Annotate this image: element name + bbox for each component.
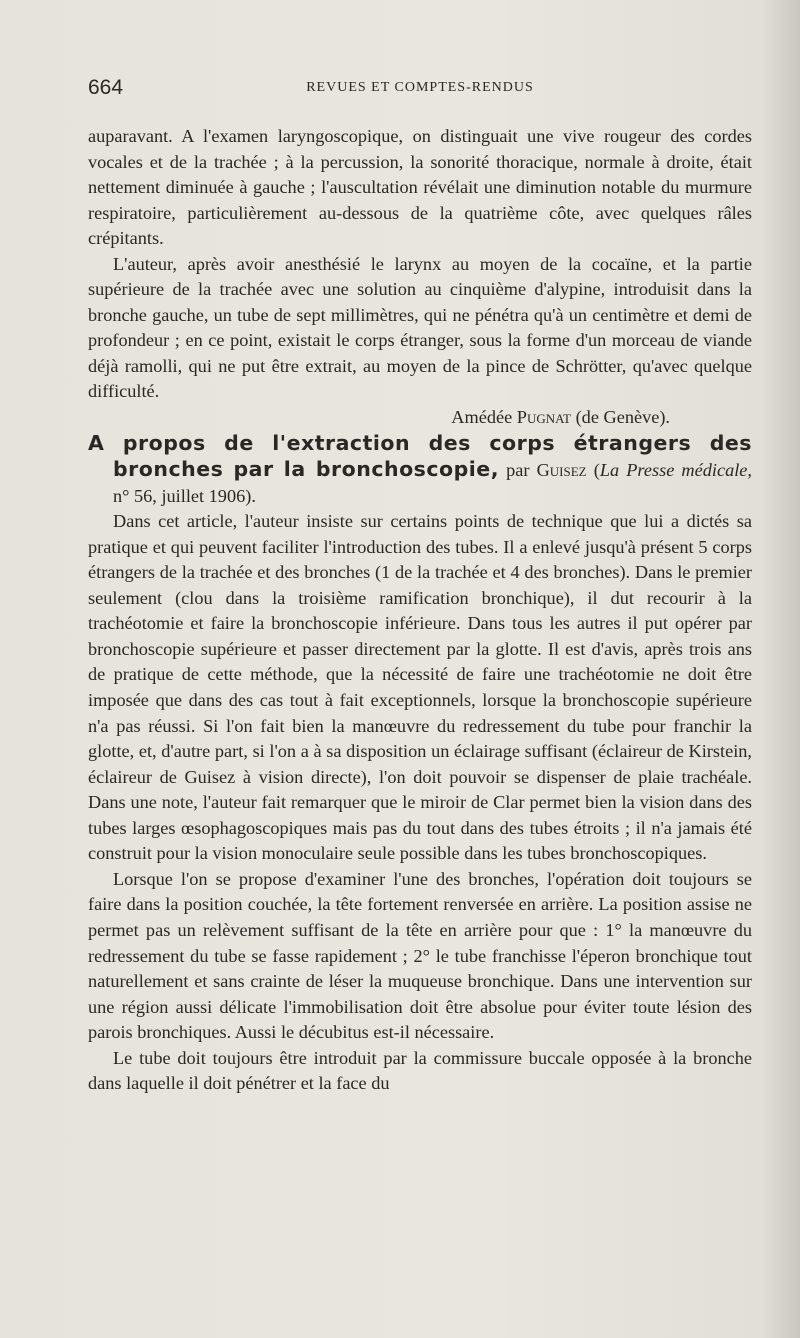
signature-prefix: Amédée [451, 407, 513, 428]
running-head: REVUES ET COMPTES-RENDUS [306, 80, 534, 95]
page-header [88, 76, 752, 100]
review-signature [88, 405, 752, 431]
page-number: 664 [88, 76, 124, 99]
article-issue: n° 56, juillet 1906). [113, 485, 256, 506]
article-open-paren: ( [593, 460, 600, 481]
article-heading [88, 431, 752, 510]
article-by: par [506, 460, 530, 481]
paragraph-article-2: Lorsque l'on se propose d'examiner l'une des bronches, l'opération doit toujours se faire dans la position couchée, la tête fortement renversée en arrière. La position assise ne permet pas un relèvement suffisant de la tête en arrière pour que : 1° la manœuvre du redressement du tube se fasse rapidement ; 2° le tube franchisse l'éperon bronchique tout naturellement et sans crainte de léser la muqueuse bronchique. Dans une intervention sur une région aussi délicate l'immobilisation doit être absolue pour éviter toute lésion des parois bronchiques. Aussi le décubitus est-il nécessaire. [88, 868, 752, 1043]
article-author: Guisez [536, 460, 587, 481]
paragraph-continuation: auparavant. A l'examen laryngoscopique, on distinguait une vive rougeur des cordes vocales et de la trachée ; à la percussion, la sonorité thoracique, normale à droite, était nettement diminuée à gauche ; l'auscultation révélait une diminution notable du murmure respiratoire, particulièrement au-dessous de la quatrième côte, avec quelques râles crépitants. [88, 126, 752, 249]
article-journal: La Presse médicale, [599, 460, 752, 481]
signature-suffix: (de Genève). [575, 407, 670, 428]
body-text [88, 124, 752, 1097]
article-title: A propos de l'extraction des corps étrangers des bronches par la bronchoscopie, [88, 430, 752, 482]
paragraph-article-3: Le tube doit toujours être introduit par la commissure buccale opposée à la bronche dans laquelle il doit pénétrer et la face du [88, 1047, 752, 1094]
paragraph-procedure: L'auteur, après avoir anesthésié le larynx au moyen de la cocaïne, et la partie supérieure de la trachée avec une solution au cinquième d'alypine, introduisit dans la bronche gauche, un tube de sept millimètres, qui ne pénétra qu'à un centimètre et demi de profondeur ; en ce point, existait le corps étranger, sous la forme d'un morceau de viande déjà ramolli, qui ne put être extrait, au moyen de la pince de Schrötter, qu'avec quelque difficulté. [88, 253, 752, 402]
signature-name: Pugnat [516, 407, 572, 428]
paragraph-article-1: Dans cet article, l'auteur insiste sur certains points de technique que lui a dictés sa pratique et qui peuvent faciliter l'introduction des tubes. Il a enlevé jusqu'à présent 5 corps étrangers de la trachée et des bronches (1 de la trachée et 4 des bronches). Dans le premier seulement (clou dans la troisième ramification bronchique), il dut recourir à la trachéotomie et faire la bronchoscopie inférieure. Dans tous les autres il put opérer par bronchoscopie supérieure et passer directement par la glotte. Il est d'avis, après trois ans de pratique de cette méthode, que la nécessité de faire une trachéotomie ne doit être imposée que dans des cas tout à fait exceptionnels, lorsque la bronchoscopie supérieure n'a pas réussi. Si l'on fait bien la manœuvre du redressement du tube pour franchir la glotte, et, d'autre part, si l'on a à sa disposition un éclairage suffisant (éclaireur de Kirstein, éclaireur de Guisez à vision directe), l'on doit pouvoir se dispenser de plaie trachéale. Dans une note, l'auteur fait remarquer que le miroir de Clar permet bien la vision dans des tubes larges œsophagoscopiques mais pas du tout dans des tubes étroits ; il n'a jamais été construit pour la vision monoculaire seule possible dans les tubes bronchoscopiques. [88, 511, 752, 864]
